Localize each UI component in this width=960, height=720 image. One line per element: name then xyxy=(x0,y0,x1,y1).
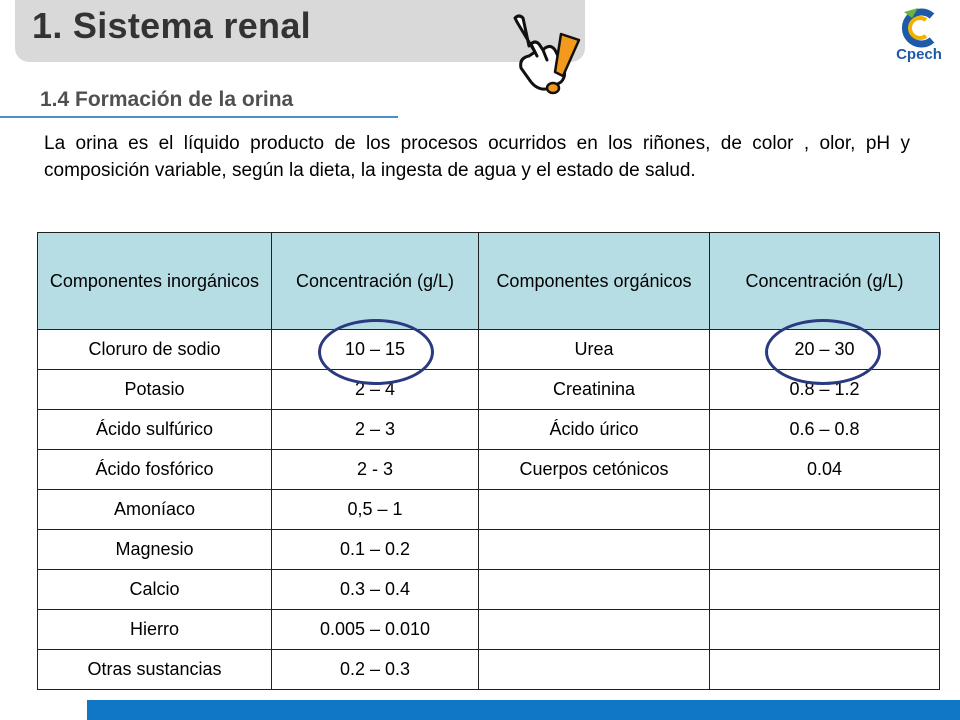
page-title: 1. Sistema renal xyxy=(32,5,311,46)
table-row xyxy=(38,410,940,450)
table-cell: 0.1 – 0.2 xyxy=(272,530,479,570)
table-cell xyxy=(479,570,710,610)
table-cell: 0.8 – 1.2 xyxy=(710,370,940,410)
header-organic-components: Componentes orgánicos xyxy=(479,233,710,330)
table-cell: Hierro xyxy=(38,610,272,650)
table-cell: 0.005 – 0.010 xyxy=(272,610,479,650)
header-inorganic-concentration: Concentración (g/L) xyxy=(272,233,479,330)
table-row xyxy=(38,570,940,610)
table-cell xyxy=(479,650,710,690)
footer-bar xyxy=(87,700,960,720)
table-cell: Ácido úrico xyxy=(479,410,710,450)
cpech-logo-icon xyxy=(888,6,950,48)
table-cell: Cuerpos cetónicos xyxy=(479,450,710,490)
pointing-hand-exclamation-icon xyxy=(505,12,587,98)
section-subtitle: 1.4 Formación de la orina xyxy=(40,88,294,111)
table-cell xyxy=(710,650,940,690)
table-cell xyxy=(710,490,940,530)
urine-composition-table xyxy=(37,232,940,690)
table-cell: Magnesio xyxy=(38,530,272,570)
table-cell: Potasio xyxy=(38,370,272,410)
table-cell: Urea xyxy=(479,330,710,370)
table-row xyxy=(38,370,940,410)
table-cell: 2 – 3 xyxy=(272,410,479,450)
table-row xyxy=(38,650,940,690)
table-row xyxy=(38,610,940,650)
subtitle-underline xyxy=(0,116,398,118)
table-cell: Cloruro de sodio xyxy=(38,330,272,370)
table-cell: Otras sustancias xyxy=(38,650,272,690)
cpech-logo xyxy=(888,6,950,66)
table-cell xyxy=(479,530,710,570)
logo-text: Cpech xyxy=(896,46,942,63)
table-cell xyxy=(710,530,940,570)
table-cell: 2 - 3 xyxy=(272,450,479,490)
table-cell: 0,5 – 1 xyxy=(272,490,479,530)
table-row xyxy=(38,490,940,530)
table-cell: 0.04 xyxy=(710,450,940,490)
table-cell: 0.6 – 0.8 xyxy=(710,410,940,450)
header-inorganic-components: Componentes inorgánicos xyxy=(38,233,272,330)
header-organic-concentration: Concentración (g/L) xyxy=(710,233,940,330)
table-cell: Calcio xyxy=(38,570,272,610)
table-cell xyxy=(479,610,710,650)
table-row xyxy=(38,330,940,370)
intro-paragraph: La orina es el líquido producto de los procesos ocurridos en los riñones, de color , olor, pH y composición variable, según la dieta, la ingesta de agua y el estado de salud. xyxy=(44,133,910,181)
table-cell: Ácido sulfúrico xyxy=(38,410,272,450)
table-cell xyxy=(710,610,940,650)
table-cell: 10 – 15 xyxy=(272,330,479,370)
table-cell: Amoníaco xyxy=(38,490,272,530)
table-cell: 20 – 30 xyxy=(710,330,940,370)
table-cell: Creatinina xyxy=(479,370,710,410)
table-row xyxy=(38,450,940,490)
table-cell: Ácido fosfórico xyxy=(38,450,272,490)
table-cell: 0.3 – 0.4 xyxy=(272,570,479,610)
table-cell: 2 – 4 xyxy=(272,370,479,410)
table-header-row xyxy=(38,233,940,330)
table-row xyxy=(38,530,940,570)
table-cell xyxy=(710,570,940,610)
table-cell xyxy=(479,490,710,530)
table-cell: 0.2 – 0.3 xyxy=(272,650,479,690)
